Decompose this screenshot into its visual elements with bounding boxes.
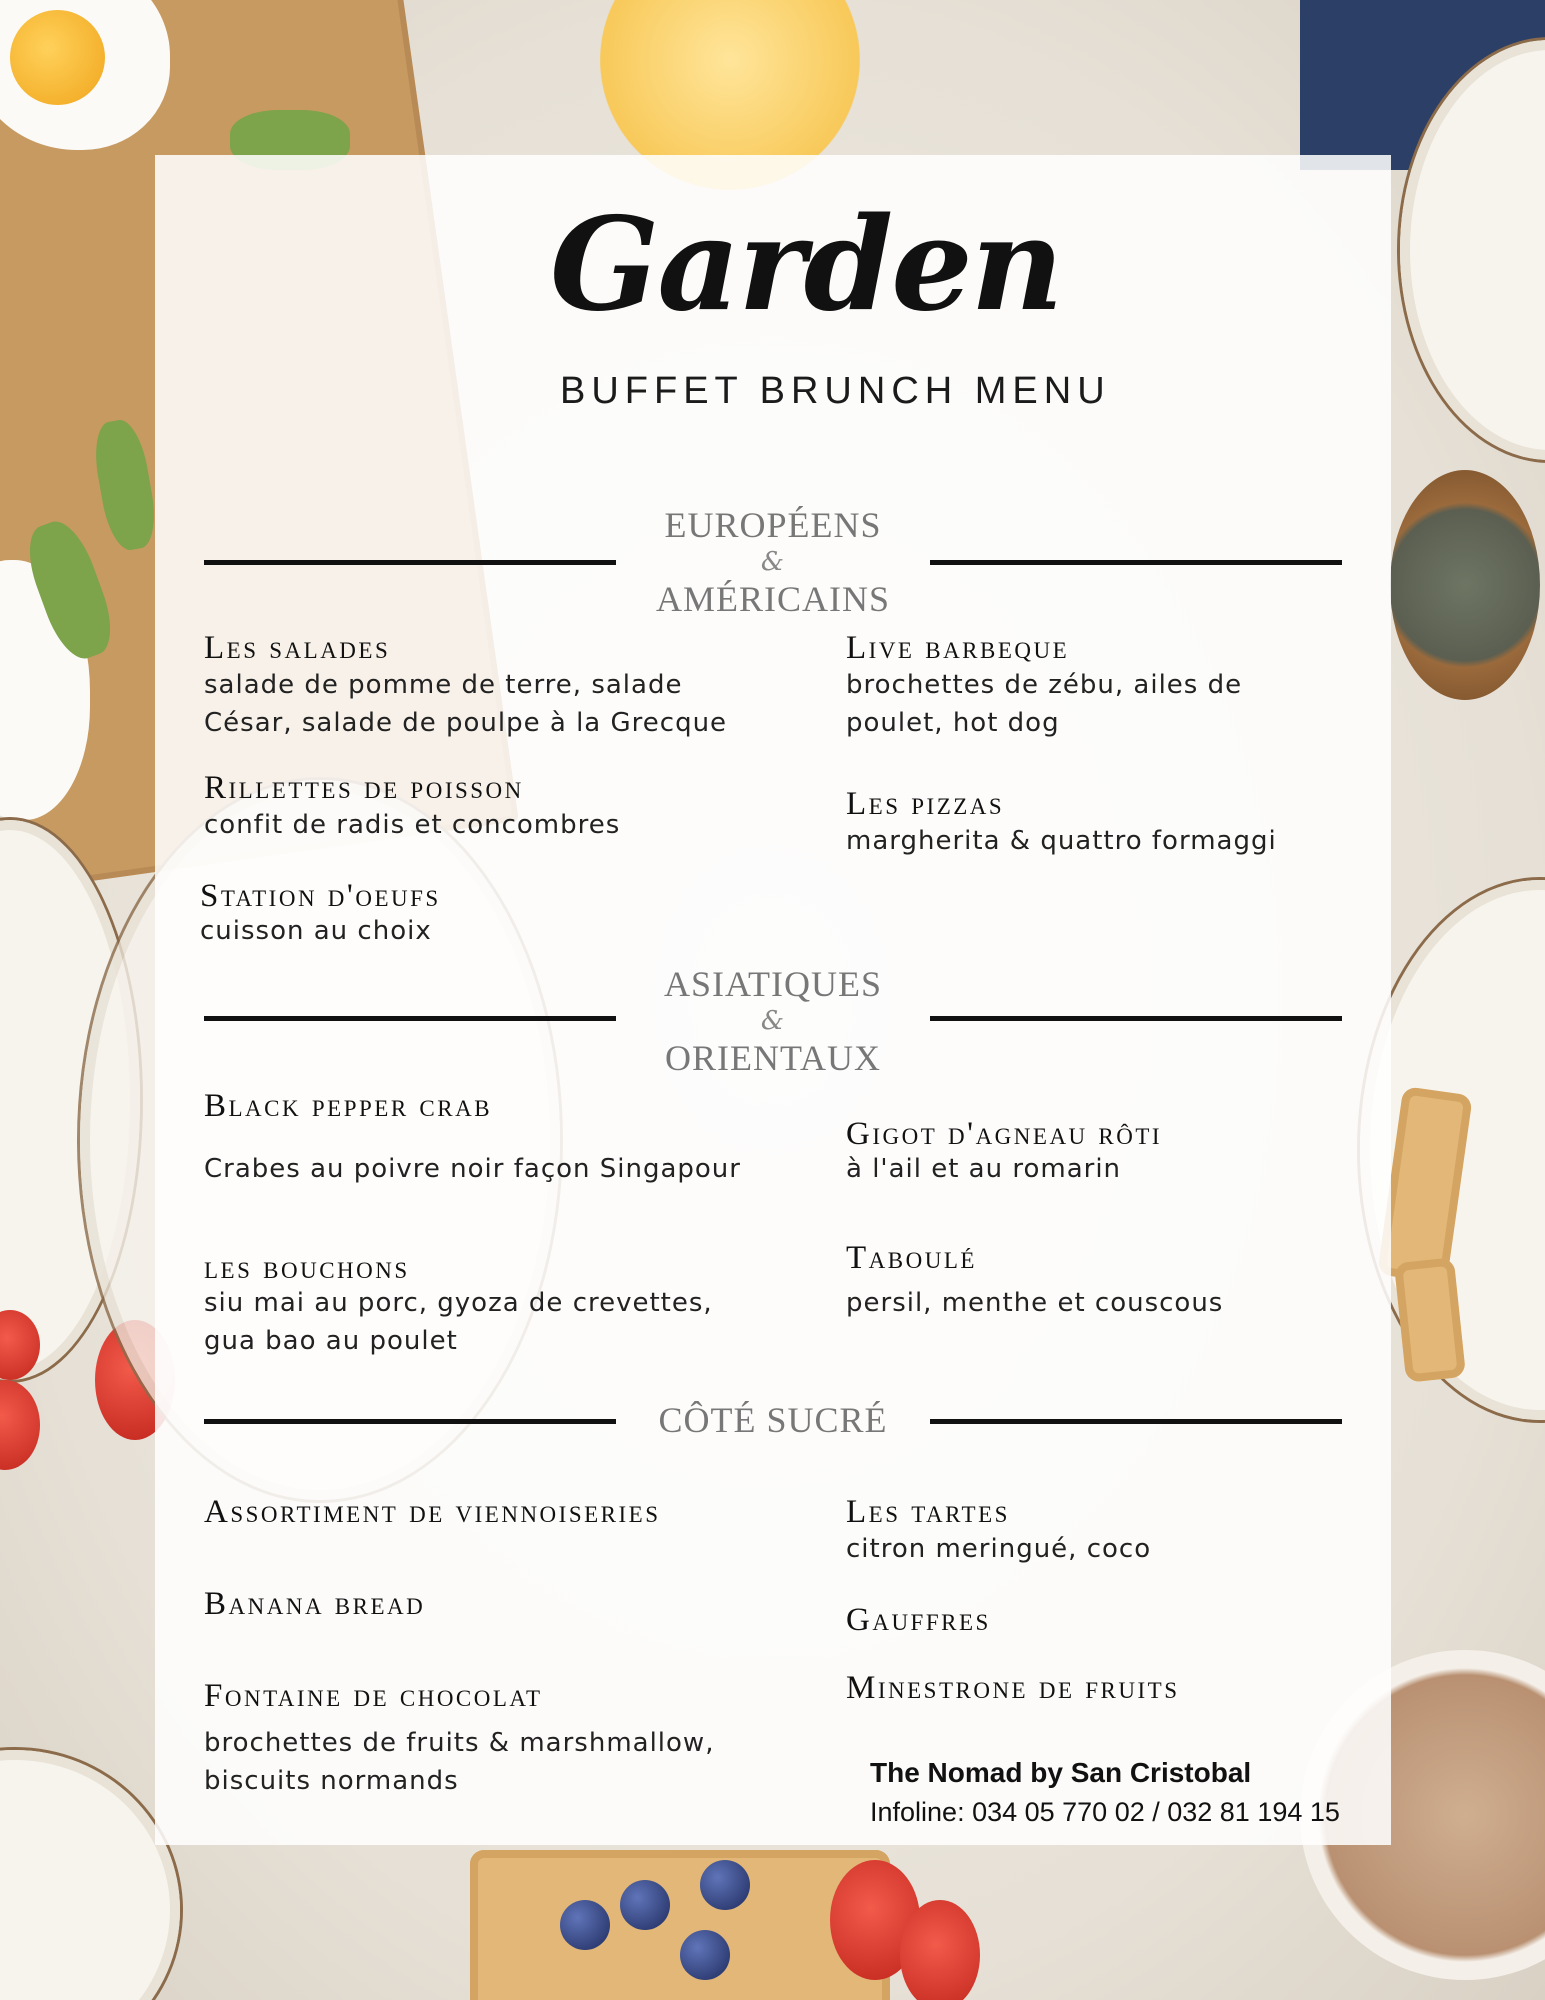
item-desc: margherita & quattro formaggi (846, 826, 1277, 856)
blueberry (560, 1900, 610, 1950)
item-title: Station d'oeufs (200, 878, 441, 914)
item-desc: siu mai au porc, gyoza de crevettes, (204, 1288, 713, 1318)
waffle (1394, 1257, 1466, 1383)
blueberry (680, 1930, 730, 1980)
strawberry (900, 1900, 980, 2000)
section-divider-left (204, 560, 616, 565)
item-desc: confit de radis et concombres (204, 810, 621, 840)
item-title: Taboulé (846, 1240, 977, 1276)
plate (0, 1750, 180, 2000)
waffle (470, 1850, 890, 2000)
pepper-bowl (1390, 470, 1540, 700)
section-title-europeens (613, 506, 933, 618)
blueberry (620, 1880, 670, 1930)
item-title: Assortiment de viennoiseries (204, 1494, 661, 1530)
section-title-line1: ASIATIQUES (663, 964, 882, 1004)
item-title: Live barbeque (846, 630, 1070, 666)
section-title-line1: EUROPÉENS (664, 505, 882, 545)
item-desc: salade de pomme de terre, salade (204, 670, 683, 700)
item-title: Gigot d'agneau rôti (846, 1116, 1163, 1152)
section-divider-right (930, 1016, 1342, 1021)
item-desc: cuisson au choix (200, 916, 432, 946)
item-desc: gua bao au poulet (204, 1326, 458, 1356)
item-desc: brochettes de zébu, ailes de (846, 670, 1243, 700)
section-title-asiatiques (613, 965, 933, 1077)
egg-yolk (10, 10, 105, 105)
item-desc: Crabes au poivre noir façon Singapour (204, 1154, 741, 1184)
item-desc: à l'ail et au romarin (846, 1154, 1122, 1184)
ampersand: & (760, 547, 786, 577)
item-desc: persil, menthe et couscous (846, 1288, 1224, 1318)
item-title: Minestrone de fruits (846, 1670, 1180, 1706)
section-divider-right (930, 1419, 1342, 1424)
item-title: Gauffres (846, 1602, 991, 1638)
item-title: Les tartes (846, 1494, 1010, 1530)
section-divider-right (930, 560, 1342, 565)
infoline-phone: Infoline: 034 05 770 02 / 032 81 194 15 (870, 1797, 1340, 1827)
section-title-line1: CÔTÉ SUCRÉ (658, 1400, 888, 1440)
item-title: Banana bread (204, 1586, 426, 1622)
item-title: Les pizzas (846, 786, 1005, 822)
item-desc: poulet, hot dog (846, 708, 1060, 738)
ampersand: & (760, 1006, 786, 1036)
item-desc: citron meringué, coco (846, 1534, 1152, 1564)
item-desc: brochettes de fruits & marshmallow, (204, 1728, 715, 1758)
section-divider-left (204, 1419, 616, 1424)
strawberry (0, 1380, 40, 1470)
item-title: Black pepper crab (204, 1088, 493, 1124)
item-title: Fontaine de chocolat (204, 1678, 543, 1714)
menu-title: Garden (550, 190, 1062, 340)
section-divider-left (204, 1016, 616, 1021)
item-desc: César, salade de poulpe à la Grecque (204, 708, 728, 738)
menu-subtitle: BUFFET BRUNCH MENU (560, 370, 1111, 412)
item-desc: biscuits normands (204, 1766, 459, 1796)
blueberry (700, 1860, 750, 1910)
section-title-cote-sucre (613, 1401, 933, 1439)
section-title-line2: AMÉRICAINS (655, 579, 890, 619)
section-title-line2: ORIENTAUX (664, 1038, 882, 1078)
item-title: Les salades (204, 630, 391, 666)
item-title: les bouchons (204, 1250, 410, 1286)
item-title: Rillettes de poisson (204, 770, 524, 806)
restaurant-name: The Nomad by San Cristobal (870, 1757, 1252, 1788)
